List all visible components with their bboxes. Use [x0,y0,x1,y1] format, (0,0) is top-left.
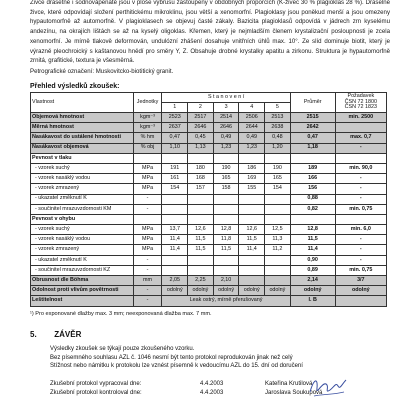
property-cell: - vzorek nasáklý vodou [31,235,134,245]
value-cell: 190 [213,163,239,173]
property-cell: - součinitel mrazuvzdornosti KM [31,204,134,214]
value-cell [162,214,188,224]
value-cell [162,194,188,204]
requirement-cell: min. 90,0 [335,163,386,173]
mean-cell: 12,8 [290,225,335,235]
requirement-cell: min. 0,75 [335,265,386,275]
value-cell: 154 [265,184,291,194]
value-cell [162,204,188,214]
section-number: 5. [30,330,37,339]
signature-name: Kateřina Krutilová [265,381,313,387]
header-requirement: Požadavek ČSN 72 1800 ČSN 72 1823 [335,93,386,113]
mean-cell [290,153,335,163]
petrographic-designation [30,67,390,77]
header-property: Vlastnost [31,93,134,113]
mean-cell: 0,90 [290,255,335,265]
header-determination: S t a n o v e n í [162,93,290,103]
value-cell: 12,6 [188,225,214,235]
results-table [30,92,387,307]
header-number: 4 [239,103,265,113]
table-row [31,225,387,235]
section-title: ZÁVĚR [54,330,82,339]
value-cell [213,265,239,275]
table-row [31,174,387,184]
mean-cell: I. B [290,296,335,306]
value-cell: 2,25 [188,276,214,286]
value-cell [188,214,214,224]
unit-cell: MPa [133,163,162,173]
value-cell [162,153,188,163]
value-cell [213,255,239,265]
value-cell: odolný [265,286,291,296]
value-cell [239,276,265,286]
header-number: 2 [188,103,214,113]
value-cell: odolný [239,286,265,296]
header-number: 1 [162,103,188,113]
property-cell: Odolnost proti vlivům povětrnosti [31,286,134,296]
value-cell [239,194,265,204]
mean-cell: 2,14 [290,276,335,286]
value-cell [265,276,291,286]
conclusion-heading [30,330,81,339]
value-cell [162,255,188,265]
value-cell [213,194,239,204]
mean-cell: 0,89 [290,265,335,275]
header-unit: Jednotky [133,93,162,113]
unit-cell: mm [133,276,162,286]
value-cell [213,204,239,214]
property-cell: - vzorek suchý [31,225,134,235]
signature-stroke [310,380,346,392]
requirement-cell: min. 0,75 [335,204,386,214]
property-cell: - vzorek nasáklý vodou [31,174,134,184]
conclusion-line: Stížnost nebo námitku k protokolu lze vznést písemně k vedoucímu AZL do 15. dní od doručení [50,363,303,369]
value-cell: 12,5 [265,225,291,235]
unit-cell: % obj [133,143,162,153]
value-cell: 0,49 [213,133,239,143]
property-cell: Nasákavost do ustálené hmotnosti [31,133,134,143]
value-cell [265,265,291,275]
mean-cell: 0,47 [290,133,335,143]
value-cell: 168 [188,174,214,184]
requirement-cell [335,214,386,224]
signature-label: Zkušební protokol vypracoval dne: [50,381,142,387]
value-cell: 13,7 [162,225,188,235]
requirement-cell: - [335,255,386,265]
table-row [31,143,387,153]
mean-cell: odolný [290,286,335,296]
mean-cell: 11,4 [290,245,335,255]
petrography-section [30,0,390,77]
property-cell: Měrná hmotnost [31,123,134,133]
value-cell: 165 [213,174,239,184]
value-cell: 11,5 [213,245,239,255]
value-cell: 1,20 [265,143,291,153]
value-cell: 11,4 [162,235,188,245]
value-cell: 180 [188,163,214,173]
value-cell [188,194,214,204]
value-cell: 0,45 [188,133,214,143]
mean-cell: 1,18 [290,143,335,153]
unit-cell: % hm [133,133,162,143]
value-cell: 165 [265,174,291,184]
value-cell: 2506 [239,113,265,123]
table-row [31,255,387,265]
value-cell [239,204,265,214]
conclusion-text [50,345,390,371]
requirement-cell: - [335,184,386,194]
unit-cell: MPa [133,235,162,245]
value-cell [265,255,291,265]
requirement-cell: min. 2500 [335,113,386,123]
table-row [31,204,387,214]
table-row [31,113,387,123]
table-row [31,184,387,194]
unit-cell: MPa [133,225,162,235]
value-cell [239,153,265,163]
value-cell [188,265,214,275]
unit-cell: - [133,265,162,275]
value-cell: 154 [162,184,188,194]
requirement-cell: - [335,235,386,245]
property-cell: - ukazatel změknutí K [31,255,134,265]
mean-cell: 0,82 [290,204,335,214]
header-number: 5 [265,103,291,113]
header-number: 3 [213,103,239,113]
value-cell: odolný [213,286,239,296]
value-cell: 1,10 [162,143,188,153]
value-cell: 157 [188,184,214,194]
unit-cell [133,214,162,224]
value-cell: 2637 [162,123,188,133]
value-cell: 11,4 [239,245,265,255]
value-cell: 11,4 [162,245,188,255]
signature-underline [314,392,344,396]
conclusion-line: Bez písemného souhlasu AZL č. 1046 nesmí být tento protokol reprodukován jinak než celý [50,354,293,361]
property-cell: - vzorek suchý [31,163,134,173]
value-cell [188,153,214,163]
table-row [31,235,387,245]
value-cell: 191 [162,163,188,173]
value-cell: 2514 [213,113,239,123]
value-cell [188,255,214,265]
table-row [31,245,387,255]
value-cell: 161 [162,174,188,184]
requirement-cell [335,123,386,133]
table-row [31,276,387,286]
table-row [31,296,387,306]
mean-cell: 189 [290,163,335,173]
value-cell: 0,49 [239,133,265,143]
requirement-cell: odolný [335,286,386,296]
value-cell: 158 [213,184,239,194]
value-cell: odolný [188,286,214,296]
value-cell: 1,13 [188,143,214,153]
value-cell: 2646 [213,123,239,133]
table-row [31,163,387,173]
unit-cell: kgm⁻³ [133,113,162,123]
value-cell: 11,8 [213,235,239,245]
table-row [31,194,387,204]
conclusion-line: Výsledky zkoušek se týkají pouze zkoušeného vzorku. [50,346,195,352]
value-cell: 12,6 [239,225,265,235]
value-cell: 2,10 [213,276,239,286]
value-cell: 169 [239,174,265,184]
value-cell [239,265,265,275]
value-cell: odolný [162,286,188,296]
petro-value: Muskovitcko-biotitický granit. [95,67,174,75]
value-cell [265,204,291,214]
unit-cell: MPa [133,174,162,184]
unit-cell: kgm⁻³ [133,123,162,133]
value-cell: 11,5 [188,235,214,245]
unit-cell: - [133,204,162,214]
unit-cell: - [133,286,162,296]
value-cell: 1,23 [213,143,239,153]
requirement-cell: min. 6,0 [335,225,386,235]
value-cell: 2644 [239,123,265,133]
value-cell [239,255,265,265]
property-cell: - vzorek zmrazený [31,245,134,255]
value-cell: 186 [239,163,265,173]
property-cell: Objemová hmotnost [31,113,134,123]
value-cell: 155 [239,184,265,194]
property-cell: Pevnost v ohybu [31,214,134,224]
value-cell: 190 [265,163,291,173]
value-cell: 0,48 [265,133,291,143]
property-cell: Leštitelnost [31,296,134,306]
value-cell: 11,2 [265,245,291,255]
value-cell [162,265,188,275]
requirement-cell: - [335,143,386,153]
mean-cell: 166 [290,174,335,184]
mean-cell [290,214,335,224]
handwritten-signature [308,374,348,400]
value-cell [265,153,291,163]
signature-date: 4.4.2003 [200,389,224,396]
requirement-cell: - [335,194,386,204]
table-row [31,214,387,224]
footnote: ¹) Pro exponované dlažby max. 3 mm; neexponovaná dlažba max. 7 mm. [30,311,212,317]
signature-label: Zkušební protokol kontroloval dne: [50,389,142,396]
value-cell [188,204,214,214]
value-cell: 12,8 [213,225,239,235]
results-heading: Přehled výsledků zkoušek: [30,83,120,90]
table-row [31,153,387,163]
value-cell: 2513 [265,113,291,123]
value-cell: 2523 [162,113,188,123]
value-cell: 11,5 [188,245,214,255]
property-cell: Pevnost v tlaku [31,153,134,163]
unit-cell: - [133,194,162,204]
value-cell [239,214,265,224]
unit-cell [133,153,162,163]
table-row [31,265,387,275]
property-cell: - součinitel mrazuvzdornosti KZ [31,265,134,275]
mean-cell: 11,5 [290,235,335,245]
unit-cell: - [133,296,162,306]
unit-cell: MPa [133,184,162,194]
value-cell: 2646 [188,123,214,133]
value-cell: 2638 [265,123,291,133]
value-cell: 11,3 [265,235,291,245]
value-cell: 0,47 [162,133,188,143]
value-cell [213,153,239,163]
mean-cell: 0,88 [290,194,335,204]
signature-date: 4.4.2003 [200,381,224,387]
requirement-cell: 3/7 [335,276,386,286]
property-cell: - ukazatel změknutí K [31,194,134,204]
petrography-text: Živce drasetné i sodnovápenaté jsou v ploše výbrusu zastoupeny v obdobných proporcích (K-živec 30 % plagioklas 28 %). Draselné živce, které odpovídají složení perthitickému mikroklinu, jsou větší a xenomorfní. Plagioklasy jsou poněkud menší a jsou omezeny hypautomorfně až automorfně. V plagioklasech se objevuj časté zákaly. Bazicita plagioklasů odpovídá v jádrech zrn kyselému andezínu, na okrajích lištách se až na kyselý oligoklas. Křemen, který je nejmladším členem krystalizační posloupnosti je zcela xenomorfní. Je mírně tlakově deformován, undulózní zhášení dosahuje vnitřních úhlů max. 10°. Ze slíd dominuje biotit, který je výrazně pleochroický s kaštanovou hnědí pro směry Y, Z. Obsahuje drobné krystalky apatitu a zirkonu. Struktura je hypautomorfně zrnitá, grafitické, textura je všesměrná. [30,0,390,65]
table-row [31,133,387,143]
value-cell [265,194,291,204]
requirement-cell [335,296,386,306]
mean-cell: 2515 [290,113,335,123]
table-row [31,123,387,133]
mean-cell: 2642 [290,123,335,133]
requirement-cell: - [335,245,386,255]
property-cell: - vzorek zmrazený [31,184,134,194]
value-cell: 2517 [188,113,214,123]
value-cell: 1,23 [239,143,265,153]
mean-cell: 156 [290,184,335,194]
property-cell: Obrusnost dle Böhma [31,276,134,286]
petro-label: Petrografické označení: [30,67,95,75]
signature-name: Jaroslava Soukupová [265,389,323,396]
value-cell: 11,5 [239,235,265,245]
table-row [31,286,387,296]
unit-cell: MPa [133,245,162,255]
requirement-cell: max. 0,7 [335,133,386,143]
value-cell: Leak ostrý, mírně přerušovaný [162,296,290,306]
requirement-cell [335,153,386,163]
value-cell [213,214,239,224]
value-cell [265,214,291,224]
property-cell: Nasákavost objemová [31,143,134,153]
value-cell: 2,05 [162,276,188,286]
header-mean: Průměr [290,93,335,113]
requirement-cell: - [335,174,386,184]
unit-cell: - [133,255,162,265]
